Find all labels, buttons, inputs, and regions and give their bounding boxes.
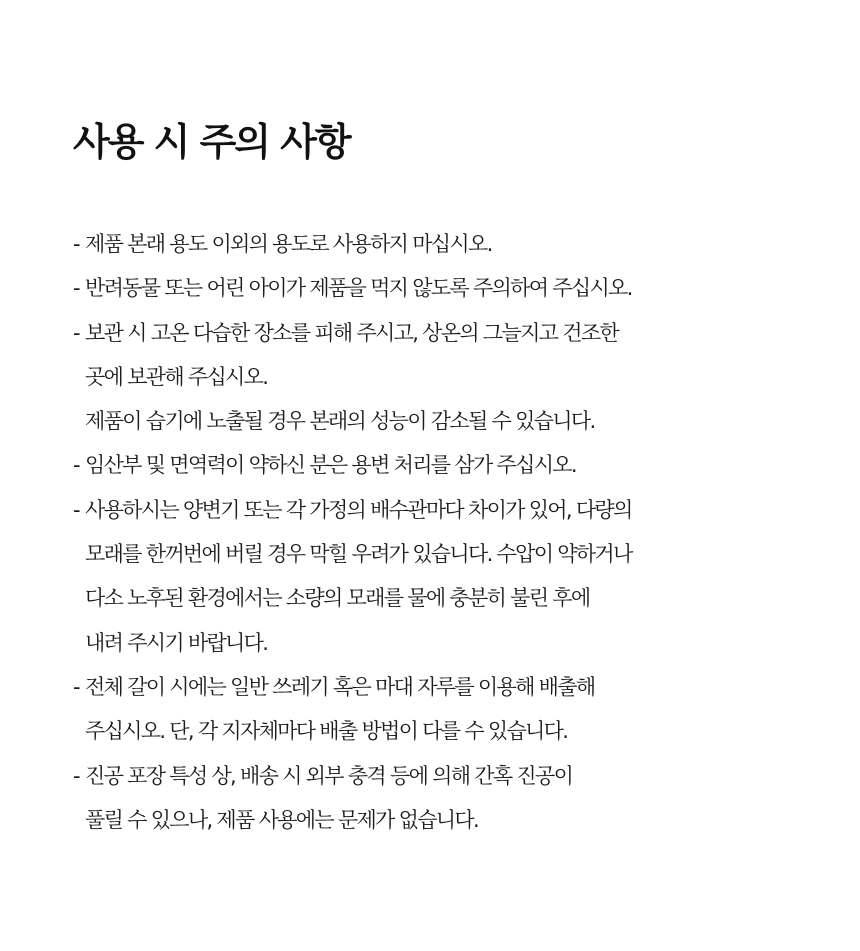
precaution-item xyxy=(73,266,833,310)
bullet-dash: - xyxy=(73,320,79,345)
precaution-text xyxy=(85,399,594,443)
precaution-item xyxy=(73,754,833,843)
precaution-line: 곳에 보관해 주십시오. xyxy=(85,364,268,389)
precaution-item xyxy=(73,665,833,754)
precaution-line: 다소 노후된 환경에서는 소량의 모래를 물에 충분히 불린 후에 xyxy=(85,586,590,611)
precaution-item xyxy=(73,443,833,487)
bullet-dash: - xyxy=(73,763,79,788)
bullet-dash: - xyxy=(73,497,79,522)
precaution-line: 내려 주시기 바랍니다. xyxy=(85,630,268,655)
precaution-text xyxy=(85,754,572,843)
bullet-dash: - xyxy=(73,232,79,256)
section-title: 사용 시 주의 사항 xyxy=(73,120,350,164)
bullet-dash xyxy=(73,399,85,443)
precaution-text xyxy=(85,488,632,665)
precaution-line: 모래를 한꺼번에 버릴 경우 막힐 우려가 있습니다. 수압이 약하거나 xyxy=(85,542,632,567)
precaution-line: 풀릴 수 있으나, 제품 사용에는 문제가 없습니다. xyxy=(85,807,478,832)
precaution-line: 임산부 및 면역력이 약하신 분은 용변 처리를 삼가 주십시오. xyxy=(85,453,576,478)
precaution-line: 진공 포장 특성 상, 배송 시 외부 충격 등에 의해 간혹 진공이 xyxy=(85,763,573,788)
precaution-text xyxy=(85,311,618,400)
precaution-item xyxy=(73,311,833,400)
bullet-dash: - xyxy=(73,453,79,478)
precautions-section xyxy=(73,112,833,832)
precautions-list xyxy=(73,222,833,842)
precaution-line: 주십시오. 단, 각 지자체마다 배출 방법이 다를 수 있습니다. xyxy=(85,719,568,744)
precaution-line: 제품 본래 용도 이외의 용도로 사용하지 마십시오. xyxy=(85,232,492,256)
precaution-text xyxy=(85,266,632,310)
precaution-text xyxy=(85,665,594,754)
precaution-line: 보관 시 고온 다습한 장소를 피해 주시고, 상온의 그늘지고 건조한 xyxy=(85,320,618,345)
precaution-line: 사용하시는 양변기 또는 각 가정의 배수관마다 차이가 있어, 다량의 xyxy=(85,497,632,522)
precaution-item xyxy=(73,399,833,443)
bullet-dash: - xyxy=(73,276,79,301)
bullet-dash: - xyxy=(73,674,79,699)
precaution-item xyxy=(73,222,833,266)
precaution-item xyxy=(73,488,833,665)
precaution-text xyxy=(85,443,576,487)
precaution-text xyxy=(85,222,492,266)
precaution-line: 반려동물 또는 어린 아이가 제품을 먹지 않도록 주의하여 주십시오. xyxy=(85,276,632,301)
precaution-line: 전체 갈이 시에는 일반 쓰레기 혹은 마대 자루를 이용해 배출해 xyxy=(85,674,595,699)
precaution-line: 제품이 습기에 노출될 경우 본래의 성능이 감소될 수 있습니다. xyxy=(85,409,595,434)
